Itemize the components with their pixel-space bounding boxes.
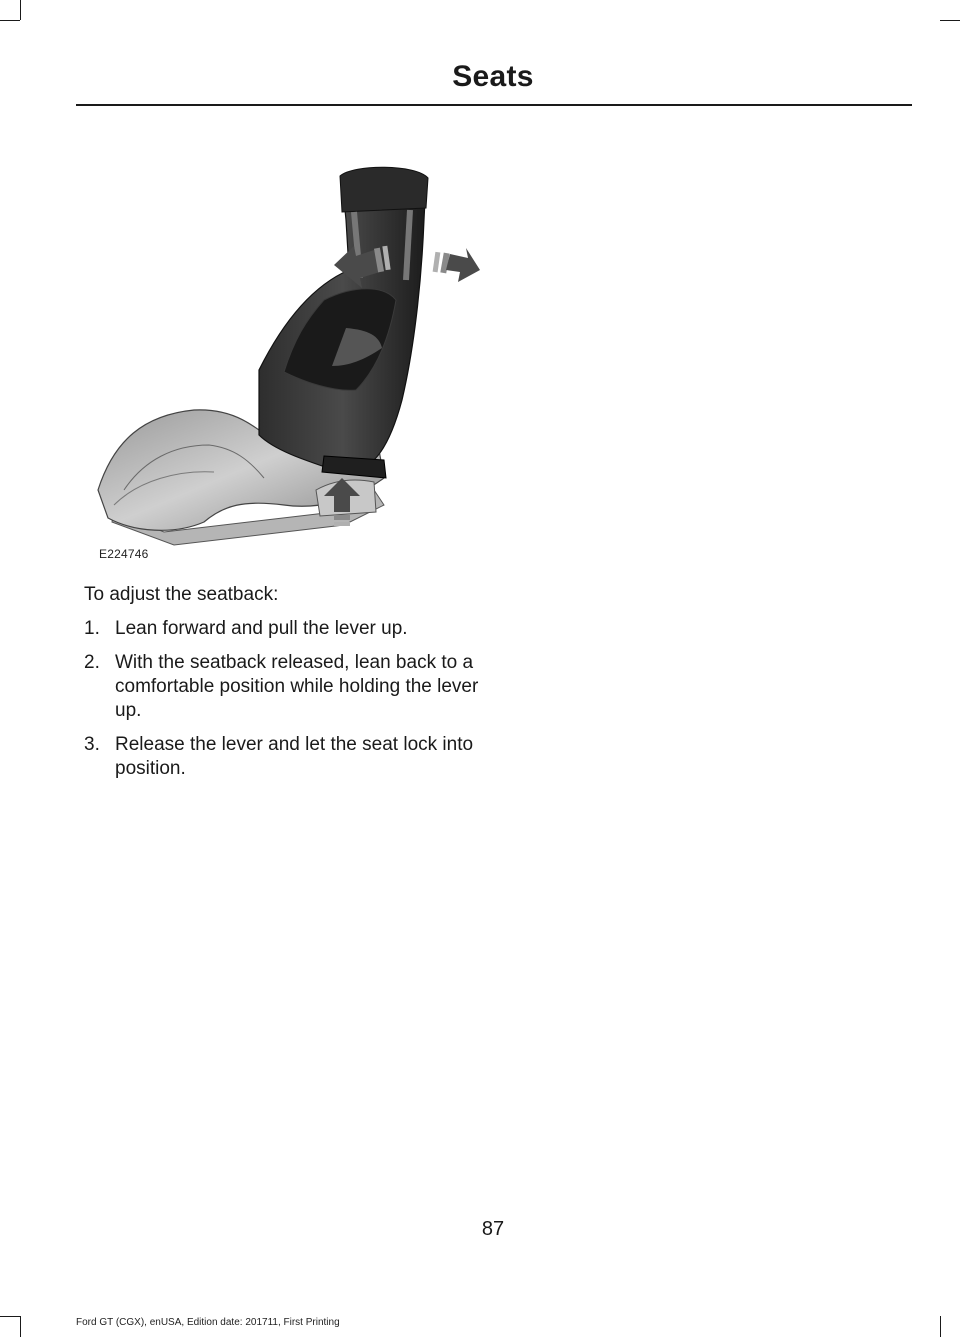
footer-text: Ford GT (CGX), enUSA, Edition date: 201711, First Printing: [76, 1317, 340, 1328]
list-item: [84, 617, 484, 641]
step-text: With the seatback released, lean back to a comfortable position while holding the lever up.: [115, 652, 479, 721]
crop-mark: [20, 0, 21, 20]
step-number: 2.: [84, 652, 100, 673]
crop-mark: [940, 1316, 941, 1337]
list-item: [84, 733, 484, 781]
step-number: 3.: [84, 734, 100, 755]
title-divider: [76, 104, 912, 106]
figure-code: E224746: [99, 547, 149, 561]
step-text: Release the lever and let the seat lock into position.: [115, 734, 474, 779]
page-title: Seats: [452, 60, 534, 93]
instructions: [84, 583, 484, 791]
recline-back-arrow-icon: [433, 248, 480, 282]
page-number: 87: [481, 1218, 505, 1240]
crop-mark: [0, 20, 20, 21]
step-number: 1.: [84, 618, 100, 639]
crop-mark: [0, 1316, 20, 1317]
crop-mark: [940, 20, 960, 21]
intro-text: To adjust the seatback:: [84, 584, 279, 605]
step-text: Lean forward and pull the lever up.: [115, 618, 408, 639]
list-item: [84, 651, 484, 723]
crop-mark: [20, 1316, 21, 1337]
seat-illustration: [84, 160, 490, 568]
seatback-figure: [84, 160, 490, 568]
steps-list: [84, 617, 484, 781]
